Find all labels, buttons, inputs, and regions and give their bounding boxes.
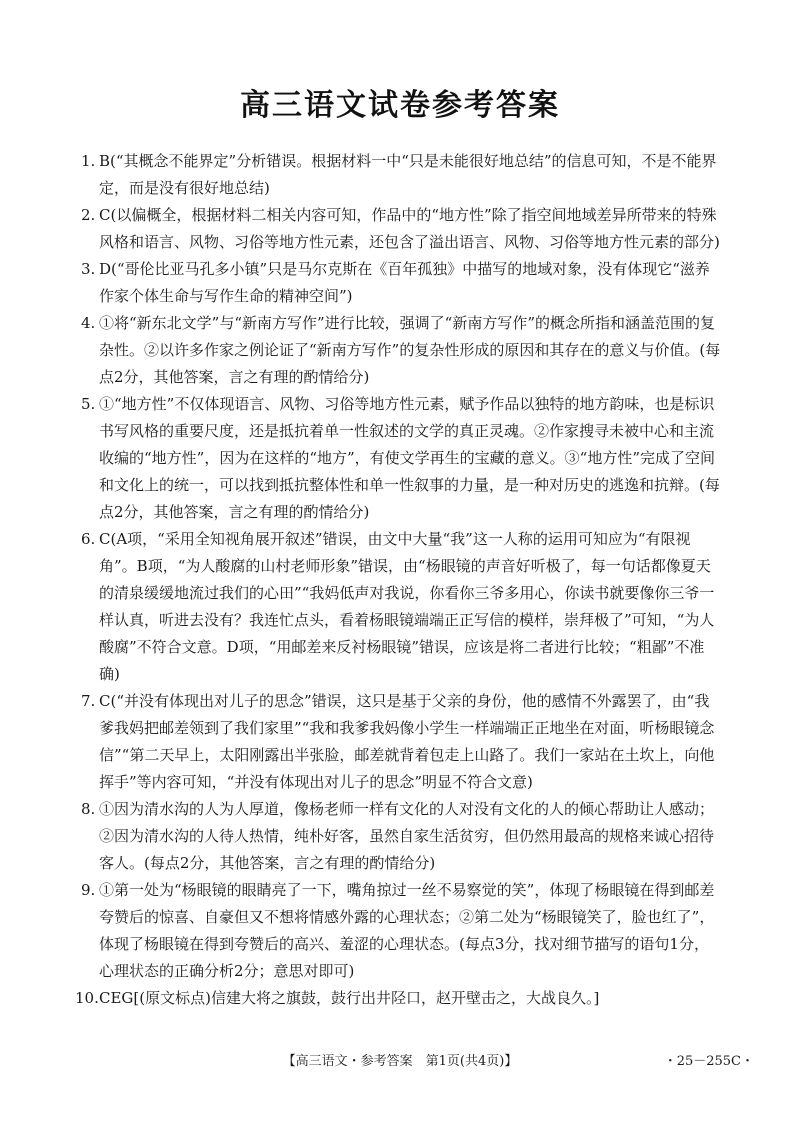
answer-item-7 (83, 688, 723, 796)
answer-text: D(“哥伦比亚马孔多小镇”只是马尔克斯在《百年孤独》中描写的地域对象，没有体现它“滋养作家个体生命与写作生命的精神空间”) (99, 260, 710, 305)
answer-text: B(“其概念不能界定”分析错误。根据材料一中“只是未能很好地总结”的信息可知，不是不能界定，而是没有很好地总结) (99, 152, 717, 197)
answer-list (75, 148, 723, 1012)
answer-item-9 (83, 877, 723, 985)
answer-item-1 (83, 148, 723, 202)
answer-number: 9. (81, 881, 96, 899)
answer-number: 2. (81, 206, 96, 224)
answer-text: C(以偏概全，根据材料二相关内容可知，作品中的“地方性”除了指空间地域差异所带来的特殊风格和语言、风物、习俗等地方性元素，还包含了溢出语言、风物、习俗等地方性元素的部分) (99, 206, 720, 251)
answer-number: 6. (81, 530, 96, 548)
footer-exam-code: ・25－255C・ (663, 1054, 754, 1069)
answer-item-2 (83, 202, 723, 256)
answer-item-5 (83, 391, 723, 526)
answer-item-3 (83, 256, 723, 310)
answer-number: 3. (81, 260, 96, 278)
footer-page-info: 【高三语文・参考答案 第1页(共4页)】 (282, 1054, 518, 1069)
answer-text: C(A项，“采用全知视角展开叙述”错误，由文中大量“我”这一人称的运用可知应为“有限视角”。B项，“为人酸腐的山村老师形象”错误，由“杨眼镜的声音好听极了，每一句话都像夏天的清泉缓缓地流过我们的心田”“我妈低声对我说，你看你三爷多用心，你读书就要像你三爷一样认真，听进去没有？我连忙点头，看着杨眼镜端端正正写信的模样，崇拜极了”可知，“为人酸腐”不符合文意。D项，“用邮差来反衬杨眼镜”错误，应该是将二者进行比较；“粗鄙”不准确) (99, 530, 715, 683)
answer-text: ①“地方性”不仅体现语言、风物、习俗等地方性元素，赋予作品以独特的地方韵味，也是标识书写风格的重要尺度，还是抵抗着单一性叙述的文学的真正灵魂。②作家搜寻未被中心和主流收编的“地方性”，因为在这样的“地方”，有使文学再生的宝藏的意义。③“地方性”完成了空间和文化上的统一，可以找到抵抗整体性和单一性叙事的力量，是一种对历史的逃逸和抗辩。(每点2分，其他答案，言之有理的酌情给分) (99, 395, 720, 521)
answer-number: 7. (81, 692, 96, 710)
answer-text: ①因为清水沟的人为人厚道，像杨老师一样有文化的人对没有文化的人的倾心帮助让人感动；②因为清水沟的人待人热情，纯朴好客，虽然自家生活贫穷，但仍然用最高的规格来诚心招待客人。(每点2分，其他答案，言之有理的酌情给分) (99, 800, 715, 872)
page-footer (0, 1050, 800, 1072)
answer-number: 10. (75, 989, 99, 1007)
answer-text: C(“并没有体现出对儿子的思念”错误，这只是基于父亲的身份，他的感情不外露罢了，由“我爹我妈把邮差领到了我们家里”“我和我爹我妈像小学生一样端端正正地坐在对面，听杨眼镜念信”“第二天早上，太阳刚露出半张脸，邮差就背着包走上山路了。我们一家站在土坎上，向他挥手”等内容可知，“并没有体现出对儿子的思念”明显不符合文意) (99, 692, 715, 791)
answer-text: CEG[(原文标点)信建大将之旗鼓，鼓行出井陉口，赵开壁击之，大战良久。] (99, 989, 600, 1007)
answer-text: ①将“新东北文学”与“新南方写作”进行比较，强调了“新南方写作”的概念所指和涵盖范围的复杂性。②以许多作家之例论证了“新南方写作”的复杂性形成的原因和其存在的意义与价值。(每点2分，其他答案，言之有理的酌情给分) (99, 314, 721, 386)
answer-number: 8. (81, 800, 96, 818)
answer-item-6 (83, 526, 723, 688)
answer-text: ①第一处为“杨眼镜的眼睛亮了一下，嘴角掠过一丝不易察觉的笑”，体现了杨眼镜在得到邮差夸赞后的惊喜、自豪但又不想将情感外露的心理状态；②第二处为“杨眼镜笑了，脸也红了”，体现了杨眼镜在得到夸赞后的高兴、羞涩的心理状态。(每点3分，找对细节描写的语句1分，心理状态的正确分析2分；意思对即可) (99, 881, 715, 980)
answer-item-10 (75, 985, 723, 1012)
answer-number: 1. (81, 152, 96, 170)
page-title: 高三语文试卷参考答案 (240, 88, 560, 123)
answer-item-8 (83, 796, 723, 877)
answer-number: 4. (81, 314, 96, 332)
answer-number: 5. (81, 395, 96, 413)
answer-item-4 (83, 310, 723, 391)
